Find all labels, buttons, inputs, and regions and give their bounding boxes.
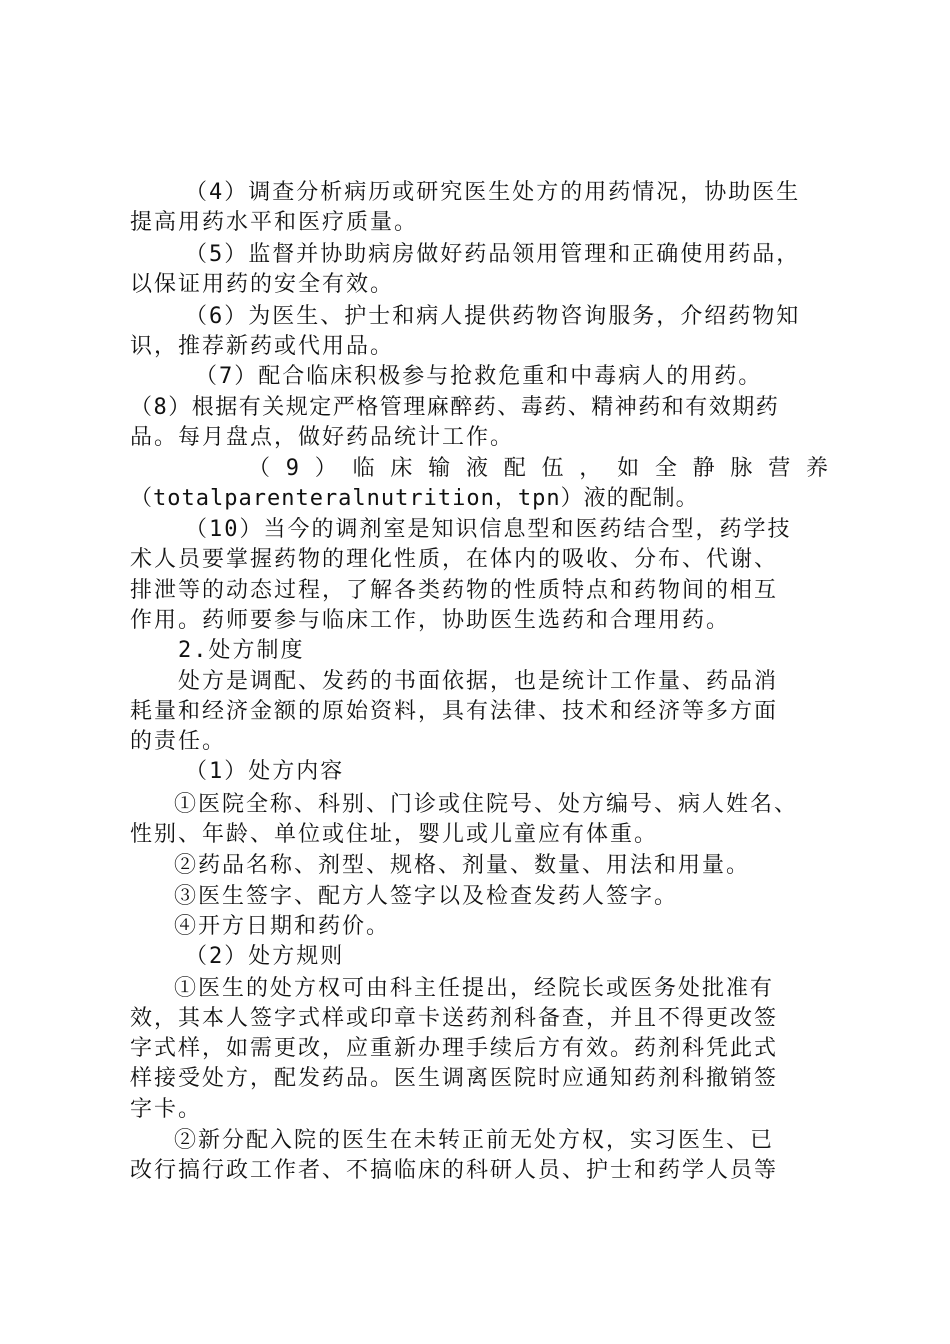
text-line: ②药品名称、剂型、规格、剂量、数量、用法和用量。 (174, 853, 751, 878)
text-line: （7）配合临床积极参与抢救危重和中毒病人的用药。 (195, 364, 763, 389)
text-line: 改行搞行政工作者、不搞临床的科研人员、护士和药学人员等 (130, 1158, 779, 1183)
text-line: （5）监督并协助病房做好药品领用管理和正确使用药品， (185, 242, 801, 267)
text-line: 作用。药师要参与临床工作，协助医生选药和合理用药。 (130, 608, 731, 633)
text-line: 的责任。 (130, 729, 227, 754)
text-line: ③医生签字、配方人签字以及检查发药人签字。 (174, 884, 679, 909)
text-line: （8）根据有关规定严格管理麻醉药、毒药、精神药和有效期药 (130, 395, 780, 420)
text-line: （2）处方规则 (185, 944, 345, 969)
text-line: 字式样，如需更改，应重新办理手续后方有效。药剂科凭此式 (130, 1036, 779, 1061)
text-line: 耗量和经济金额的原始资料，具有法律、技术和经济等多方面 (130, 699, 779, 724)
text-line: 性别、年龄、单位或住址，婴儿或儿童应有体重。 (130, 822, 659, 847)
text-line: 以保证用药的安全有效。 (130, 272, 395, 297)
text-line: （6）为医生、护士和病人提供药物咨询服务，介绍药物知 (185, 304, 801, 329)
text-line: ①医生的处方权可由科主任提出，经院长或医务处批准有 (174, 976, 775, 1001)
text-line: 术人员要掌握药物的理化性质，在体内的吸收、分布、代谢、 (130, 547, 779, 572)
text-line: ①医院全称、科别、门诊或住院号、处方编号、病人姓名、 (174, 792, 799, 817)
text-line: 字卡。 (130, 1097, 203, 1122)
text-line: 提高用药水平和医疗质量。 (130, 210, 419, 235)
text-line: 效，其本人签字式样或印章卡送药剂科备查，并且不得更改签 (130, 1006, 779, 1031)
text-line: （1）处方内容 (185, 759, 345, 784)
text-line: 品。每月盘点，做好药品统计工作。 (130, 425, 515, 450)
text-line: （totalparenteralnutrition，tpn）液的配制。 (130, 486, 699, 511)
text-line: 排泄等的动态过程，了解各类药物的性质特点和药物间的相互 (130, 578, 779, 603)
text-line: 样接受处方，配发药品。医生调离医院时应通知药剂科撤销签 (130, 1066, 779, 1091)
text-line: 识，推荐新药或代用品。 (130, 334, 395, 359)
text-line: 处方是调配、发药的书面依据，也是统计工作量、药品消 (178, 669, 779, 694)
text-line: ④开方日期和药价。 (174, 914, 391, 939)
text-line: （4）调查分析病历或研究医生处方的用药情况，协助医生 (185, 180, 801, 205)
text-line: ②新分配入院的医生在未转正前无处方权，实习医生、已 (174, 1128, 775, 1153)
text-line: 2.处方制度 (178, 638, 305, 663)
text-line: （10）当今的调剂室是知识信息型和医药结合型，药学技 (185, 517, 792, 542)
text-line: （9）临床输液配伍，如全静脉营养 (248, 456, 830, 481)
